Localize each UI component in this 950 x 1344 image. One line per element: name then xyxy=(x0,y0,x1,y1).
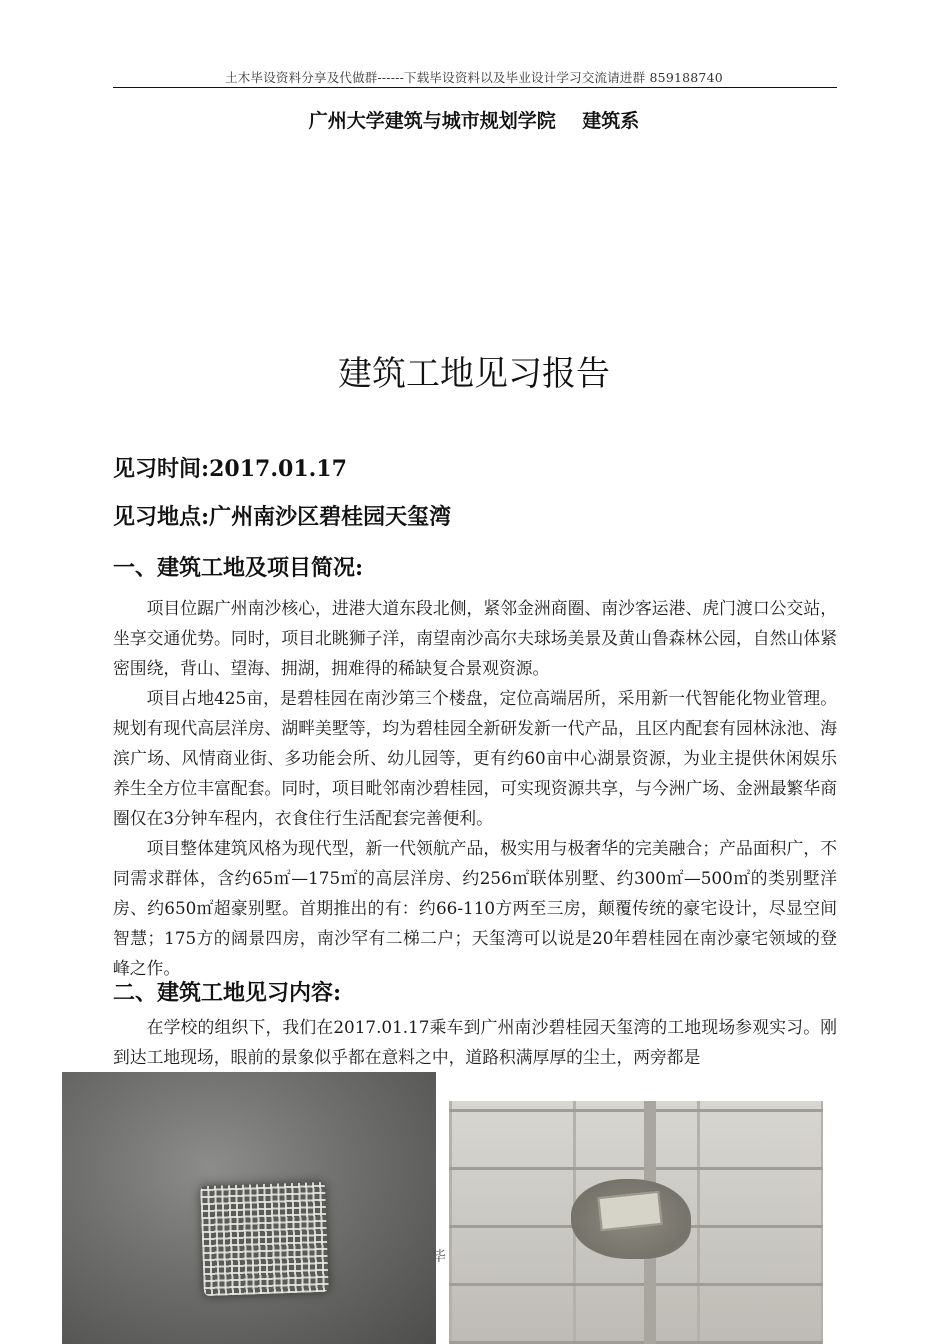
header-rule xyxy=(113,87,837,88)
visit-location: 见习地点:广州南沙区碧桂园天玺湾 xyxy=(113,504,452,530)
document-title: 建筑工地见习报告 xyxy=(338,354,610,394)
header-note: 土木毕设资料分享及代做群------下载毕设资料以及毕业设计学习交流请进群 859188740 xyxy=(225,70,723,85)
section-heading-overview: 一、建筑工地及项目简况: xyxy=(113,555,364,581)
site-photo-wall-mesh xyxy=(62,1072,436,1344)
paragraph: 在学校的组织下，我们在2017.01.17乘车到广州南沙碧桂园天玺湾的工地现场参观实习。刚到达工地现场，眼前的景象似乎都在意料之中，道路积满厚厚的尘土，两旁都是 xyxy=(113,1017,837,1067)
switch-box xyxy=(597,1191,662,1231)
footer-fragment: 毕 xyxy=(432,1249,446,1265)
section-heading-content: 二、建筑工地见习内容: xyxy=(113,980,342,1006)
section-body-content xyxy=(113,1012,837,1072)
paragraph: 项目整体建筑风格为现代型，新一代领航产品，极实用与极奢华的完美融合；产品面积广，不同需求群体，含约65㎡—175㎡的高层洋房、约256㎡联体别墅、约300㎡—500㎡的类别墅洋房、约650㎡超豪别墅。首期推出的有：约66-110方两至三房，颠覆传统的豪宅设计，尽显空间智慧；175方的阔景四房，南沙罕有二梯二户；天玺湾可以说是20年碧桂园在南沙豪宅领域的登峰之作。 xyxy=(113,838,837,978)
institution-name: 广州大学建筑与城市规划学院 建筑系 xyxy=(308,110,640,132)
section-body-overview xyxy=(113,593,837,983)
visit-date: 见习时间:2017.01.17 xyxy=(113,456,347,482)
paragraph: 项目占地425亩，是碧桂园在南沙第三个楼盘，定位高端居所，采用新一代智能化物业管理。规划有现代高层洋房、湖畔美墅等，均为碧桂园全新研发新一代产品，且区内配套有园林泳池、海滨广场、风情商业街、多功能会所、幼儿园等，更有约60亩中心湖景资源，为业主提供休闲娱乐养生全方位丰富配套。同时，项目毗邻南沙碧桂园，可实现资源共享，与今洲广场、金洲最繁华商圈仅在3分钟车程内，衣食住行生活配套完善便利。 xyxy=(113,688,837,828)
site-photo-brick-switchbox xyxy=(449,1101,823,1344)
paragraph: 项目位踞广州南沙核心，进港大道东段北侧，紧邻金洲商圈、南沙客运港、虎门渡口公交站，坐享交通优势。同时，项目北眺狮子洋，南望南沙高尔夫球场美景及黄山鲁森林公园，自然山体紧密围绕，背山、望海、拥湖，拥难得的稀缺复合景观资源。 xyxy=(113,598,837,678)
wall-mesh-patch xyxy=(200,1182,329,1296)
